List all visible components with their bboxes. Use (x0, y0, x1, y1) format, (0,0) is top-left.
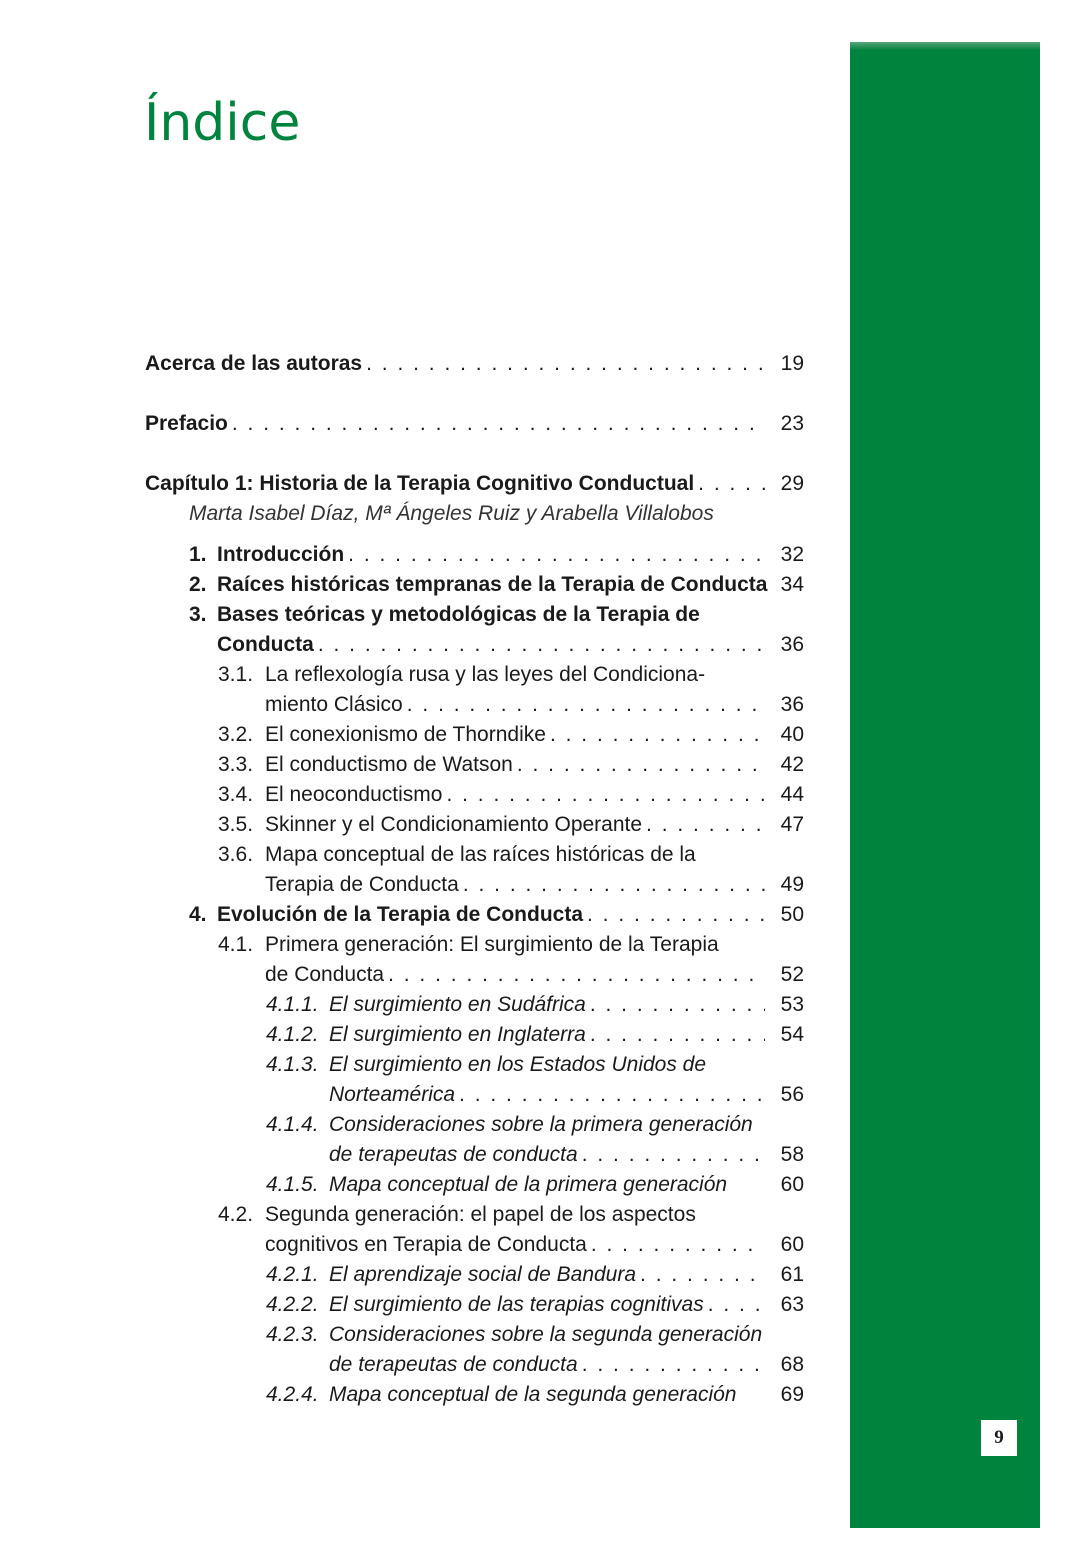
toc-entry-3-6-cont[interactable] (265, 870, 769, 900)
toc-page-number: 36 (780, 693, 804, 716)
toc-entry-title-continued: de terapeutas de conducta (329, 1353, 578, 1376)
toc-entry-4-1-5[interactable] (266, 1170, 769, 1200)
dot-leader (640, 1260, 765, 1290)
toc-entry-3-4[interactable] (218, 780, 769, 810)
toc-entry-title: Introducción (217, 543, 345, 566)
toc-entry-3-6[interactable] (218, 840, 769, 870)
toc-entry-4-2-cont[interactable] (265, 1230, 769, 1260)
dot-leader (646, 810, 765, 840)
toc-entry-title: El surgimiento de las terapias cognitivas (329, 1293, 704, 1316)
toc-page-number: 60 (780, 1173, 804, 1196)
page-number: 9 (981, 1420, 1017, 1456)
side-band-shade (850, 42, 1040, 50)
toc-entry-section-2[interactable] (189, 570, 769, 600)
toc-entry-3-5[interactable] (218, 810, 769, 840)
toc-entry-number: 3.3. (218, 753, 254, 776)
toc-page-number: 63 (780, 1293, 804, 1316)
toc-entry-title: Acerca de las autoras (145, 352, 363, 375)
toc-entry-title-continued: miento Clásico (265, 693, 403, 716)
dot-leader (582, 1350, 765, 1380)
dot-leader (388, 960, 765, 990)
toc-entry-title: El surgimiento en los Estados Unidos de (329, 1053, 707, 1076)
toc-page-number: 56 (780, 1083, 804, 1106)
dot-leader (590, 990, 765, 1020)
toc-entry-number: 4.1.3. (266, 1053, 319, 1076)
toc-entry-number: 3.2. (218, 723, 254, 746)
toc-page-number: 61 (780, 1263, 804, 1286)
dot-leader (459, 1080, 765, 1110)
toc-page-number: 53 (780, 993, 804, 1016)
dot-leader (366, 349, 765, 379)
toc-entry-section-3[interactable] (189, 600, 769, 630)
toc-entry-section-3-cont[interactable] (217, 630, 769, 660)
toc-entry-chapter-1[interactable] (145, 469, 769, 499)
toc-entry-4-1-3-cont[interactable] (329, 1080, 769, 1110)
toc-entry-3-2[interactable] (218, 720, 769, 750)
toc-entry-title: Evolución de la Terapia de Conducta (217, 903, 584, 926)
toc-entry-4-2-1[interactable] (266, 1260, 769, 1290)
toc-entry-number: 4.1.1. (266, 993, 319, 1016)
toc-entry-title: El conexionismo de Thorndike (265, 723, 546, 746)
toc-entry-number: 4.1.4. (266, 1113, 319, 1136)
toc-entry-number: 4.2.2. (266, 1293, 319, 1316)
toc-entry-4-2-3[interactable] (266, 1320, 769, 1350)
toc-page-number: 19 (780, 352, 804, 375)
toc-entry-title: Mapa conceptual de la segunda generación (329, 1383, 737, 1406)
toc-entry-number: 1. (189, 543, 207, 566)
toc-entry-title: Primera generación: El surgimiento de la Terapia (265, 933, 719, 956)
toc-entry-4-1-cont[interactable] (265, 960, 769, 990)
dot-leader (463, 870, 765, 900)
toc-entry-number: 4.1. (218, 933, 254, 956)
toc-entry-title-continued: de Conducta (265, 963, 385, 986)
toc-entry-4-1-1[interactable] (266, 990, 769, 1020)
toc-page-number: 54 (780, 1023, 804, 1046)
toc-entry-number: 3.6. (218, 843, 254, 866)
toc-entry-4-1-3[interactable] (266, 1050, 769, 1080)
toc-entry-title-continued: cognitivos en Terapia de Conducta (265, 1233, 587, 1256)
toc-entry-3-1-cont[interactable] (265, 690, 769, 720)
toc-entry-title-continued: de terapeutas de conducta (329, 1143, 578, 1166)
toc-entry-section-4[interactable] (189, 900, 769, 930)
toc-entry-number: 4.1.5. (266, 1173, 319, 1196)
toc-entry-3-1[interactable] (218, 660, 769, 690)
dot-leader (517, 750, 765, 780)
toc-page-number: 69 (780, 1383, 804, 1406)
toc-entry-number: 3. (189, 603, 207, 626)
toc-page-number: 60 (780, 1233, 804, 1256)
toc-entry-title: Mapa conceptual de las raíces históricas de la (265, 843, 696, 866)
dot-leader (318, 630, 765, 660)
dot-leader (698, 469, 765, 499)
toc-entry-4-1-4-cont[interactable] (329, 1140, 769, 1170)
toc-entry-prefacio[interactable] (145, 409, 769, 439)
toc-entry-title-continued: Norteamérica (329, 1083, 456, 1106)
toc-page-number: 29 (780, 472, 804, 495)
toc-entry-4-1-2[interactable] (266, 1020, 769, 1050)
toc-entry-title: Raíces históricas tempranas de la Terapia de Conducta (217, 573, 768, 596)
toc-entry-title: Consideraciones sobre la segunda generación (329, 1323, 763, 1346)
toc-entry-number: 4.2. (218, 1203, 254, 1226)
page-title: Índice (144, 93, 301, 153)
toc-entry-3-3[interactable] (218, 750, 769, 780)
toc-entry-title: Consideraciones sobre la primera generación (329, 1113, 753, 1136)
toc-entry-number: 3.4. (218, 783, 254, 806)
dot-leader (407, 690, 765, 720)
toc-entry-4-1-4[interactable] (266, 1110, 769, 1140)
toc-entry-title: Skinner y el Condicionamiento Operante (265, 813, 643, 836)
toc-entry-4-2-4[interactable] (266, 1380, 769, 1410)
toc-page-number: 58 (780, 1143, 804, 1166)
toc-page-number: 36 (780, 633, 804, 656)
toc-entry-section-1[interactable] (189, 540, 769, 570)
toc-entry-title: El surgimiento en Sudáfrica (329, 993, 586, 1016)
toc-entry-4-1[interactable] (218, 930, 769, 960)
chapter-authors: Marta Isabel Díaz, Mª Ángeles Ruiz y Arabella Villalobos (189, 502, 714, 525)
dot-leader (582, 1140, 765, 1170)
toc-entry-number: 2. (189, 573, 207, 596)
toc-page-number: 47 (780, 813, 804, 836)
toc-entry-title: Capítulo 1: Historia de la Terapia Cognitivo Conductual (145, 472, 695, 495)
toc-entry-title: El conductismo de Watson (265, 753, 513, 776)
toc-entry-number: 3.1. (218, 663, 254, 686)
toc-page-number: 68 (780, 1353, 804, 1376)
toc-page-number: 40 (780, 723, 804, 746)
toc-entry-title: El aprendizaje social de Bandura (329, 1263, 637, 1286)
toc-entry-number: 4.2.4. (266, 1383, 319, 1406)
dot-leader (590, 1020, 765, 1050)
toc-entry-title: La reflexología rusa y las leyes del Condiciona- (265, 663, 706, 686)
toc-entry-4-2-2[interactable] (266, 1290, 769, 1320)
toc-entry-title: Bases teóricas y metodológicas de la Terapia de (217, 603, 700, 626)
toc-entry-title: El neoconductismo (265, 783, 443, 806)
toc-entry-title: El surgimiento en Inglaterra (329, 1023, 586, 1046)
toc-page-number: 52 (780, 963, 804, 986)
toc-entry-4-2-3-cont[interactable] (329, 1350, 769, 1380)
toc-page-number: 42 (780, 753, 804, 776)
side-color-band (850, 42, 1040, 1528)
toc-entry-title: Prefacio (145, 412, 228, 435)
dot-leader (550, 720, 765, 750)
dot-leader (708, 1290, 765, 1320)
toc-entry-number: 4. (189, 903, 207, 926)
toc-page-number: 34 (780, 573, 804, 596)
toc-entry-number: 4.1.2. (266, 1023, 319, 1046)
toc-entry-title: Mapa conceptual de la primera generación (329, 1173, 728, 1196)
toc-entry-4-2[interactable] (218, 1200, 769, 1230)
toc-page-number: 44 (780, 783, 804, 806)
dot-leader (446, 780, 765, 810)
toc-entry-number: 4.2.3. (266, 1323, 319, 1346)
toc-page-number: 32 (780, 543, 804, 566)
toc-entry-title: Segunda generación: el papel de los aspectos (265, 1203, 696, 1226)
toc-entry-title-continued: Terapia de Conducta (265, 873, 459, 896)
toc-page-number: 23 (780, 412, 804, 435)
dot-leader (232, 409, 765, 439)
dot-leader (587, 900, 765, 930)
toc-entry-title-continued: Conducta (217, 633, 314, 656)
toc-page-number: 50 (780, 903, 804, 926)
dot-leader (348, 540, 765, 570)
dot-leader (591, 1230, 765, 1260)
toc-entry-acerca[interactable] (145, 349, 769, 379)
toc-entry-number: 3.5. (218, 813, 254, 836)
toc-page-number: 49 (780, 873, 804, 896)
toc-entry-number: 4.2.1. (266, 1263, 319, 1286)
